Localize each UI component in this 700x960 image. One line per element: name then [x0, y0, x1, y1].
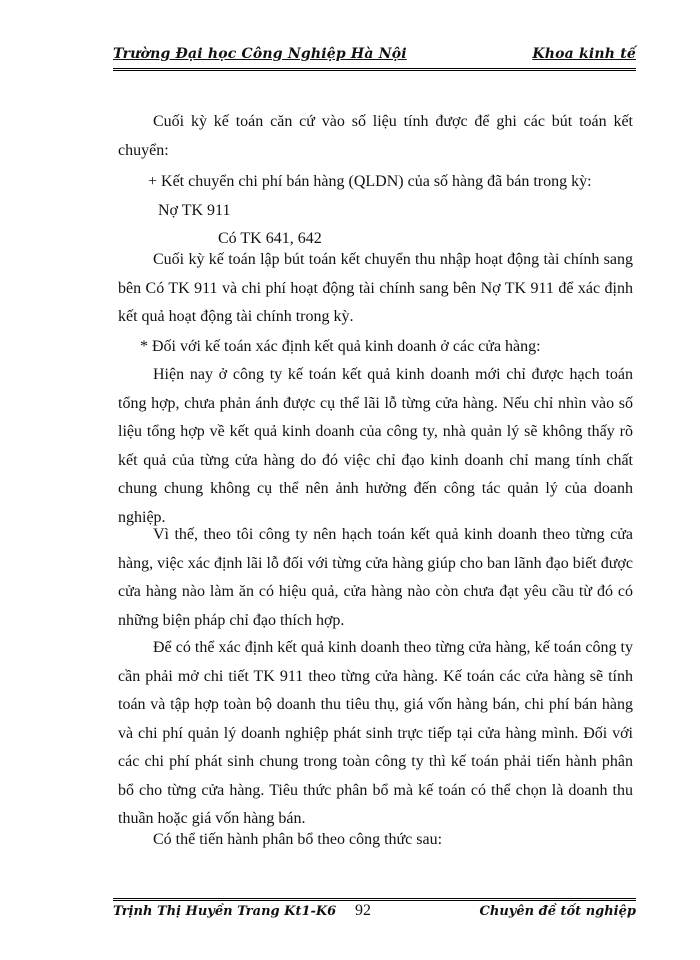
- footer-rule: [113, 898, 636, 901]
- paragraph-recommendation: [118, 521, 633, 635]
- debit-account: Nợ TK 911: [158, 201, 231, 219]
- paragraph-text: Cuối kỳ kế toán lập bút toán kết chuyển thu nhập hoạt động tài chính sang bên Có TK 911 và chi phí hoạt động tài chính sang bên Nợ TK 911 để xác định kết quả hoạt động tài chính trong kỳ.: [118, 251, 633, 325]
- paragraph-closing-entries: [118, 108, 633, 165]
- page-number: 92: [355, 902, 371, 919]
- header-rule: [113, 68, 636, 71]
- transfer-entry-line: + Kết chuyển chi phí bán hàng (QLDN) của số hàng đã bán trong kỳ:: [148, 173, 592, 190]
- header-school: Trường Đại học Công Nghiệp Hà Nội: [113, 46, 407, 62]
- paragraph-transfer-entry: [118, 168, 633, 254]
- paragraph-text: Vì thế, theo tôi công ty nên hạch toán kết quả kinh doanh theo từng cửa hàng, việc xác định lãi lỗ đối với từng cửa hàng giúp cho ban lãnh đạo biết được cửa hàng nào làm ăn có hiệu quả, cửa hàng nào còn chưa đạt yêu cầu từ đó có những biện pháp chỉ đạo thích hợp.: [118, 526, 633, 629]
- paragraph-method: [118, 634, 633, 834]
- paragraph-financial-activity: [118, 246, 633, 332]
- paragraph-text: Hiện nay ở công ty kế toán kết quả kinh doanh mới chỉ được hạch toán tổng hợp, chưa phản ánh được cụ thể lãi lỗ từng cửa hàng. Nếu chỉ nhìn vào số liệu tổng hợp về kết quả kinh doanh của công ty, nhà quản lý sẽ không thấy rõ kết quả của từng cửa hàng do đó việc chỉ đạo kinh doanh chỉ mang tính chất chung chung không cụ thể nên ảnh hưởng đến công tác quản lý của doanh nghiệp.: [118, 366, 633, 526]
- credit-account: Có TK 641, 642: [218, 230, 322, 247]
- footer-title: Chuyên đề tốt nghiệp: [479, 904, 636, 919]
- paragraph-text: Cuối kỳ kế toán căn cứ vào số liệu tính được để ghi các bút toán kết chuyển:: [118, 113, 633, 159]
- page-footer: [113, 904, 636, 926]
- paragraph-text: Có thể tiến hành phân bổ theo công thức sau:: [153, 831, 443, 848]
- paragraph-formula-intro: [118, 826, 633, 855]
- paragraph-current-state: [118, 361, 633, 532]
- page-header: [113, 46, 636, 68]
- header-faculty: Khoa kinh tế: [532, 46, 636, 62]
- footer-author: Trịnh Thị Huyền Trang Kt1-K6: [113, 904, 337, 919]
- paragraph-store-heading: [118, 333, 633, 362]
- section-heading: * Đối với kế toán xác định kết quả kinh doanh ở các cửa hàng:: [140, 338, 541, 355]
- paragraph-text: Để có thể xác định kết quả kinh doanh theo từng cửa hàng, kế toán công ty cần phải mở chi tiết TK 911 theo từng cửa hàng. Kế toán các cửa hàng sẽ tính toán và tập hợp toàn bộ doanh thu tiêu thụ, giá vốn hàng bán, chi phí bán hàng và chi phí quản lý doanh nghiệp phát sinh trực tiếp tại cửa hàng mình. Đối với các chi phí phát sinh chung trong toàn công ty thì kế toán phải tiến hành phân bổ cho từng cửa hàng. Tiêu thức phân bổ mà kế toán có thể chọn là doanh thu thuần hoặc giá vốn hàng bán.: [118, 639, 633, 827]
